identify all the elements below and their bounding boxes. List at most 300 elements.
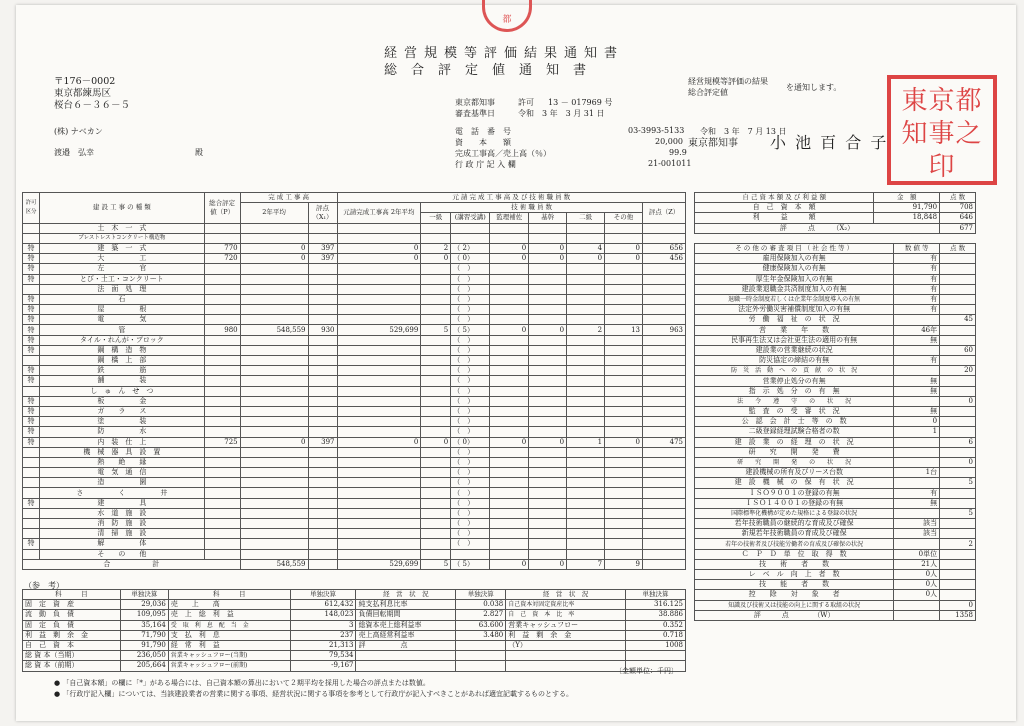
row-supv (490, 335, 529, 345)
row-class: 特 (23, 396, 40, 406)
row-lv1 (421, 417, 451, 427)
row-x1 (308, 488, 337, 498)
row-work-name: 法 面 処 理 (39, 284, 204, 294)
row-x1: 397 (308, 254, 337, 264)
row-work-name: 清 掃 施 設 (39, 529, 204, 539)
social-row-points: 0 (940, 396, 976, 406)
reference-cell: 評 点 (356, 640, 456, 650)
table-row (23, 305, 686, 315)
row-lv1 (421, 488, 451, 498)
social-row-points (940, 376, 976, 386)
row-other: 13 (605, 325, 643, 335)
row-x1 (308, 386, 337, 396)
row-other (605, 386, 643, 396)
row-avg: 0 (240, 243, 308, 253)
table-row (23, 447, 686, 457)
social-row-value (894, 437, 940, 447)
table-row (695, 407, 976, 417)
row-work-name: 大 工 (39, 254, 204, 264)
row-z (643, 223, 686, 233)
table-row (695, 386, 976, 396)
row-other (605, 294, 643, 304)
table-row (23, 620, 686, 630)
social-row-points (940, 386, 976, 396)
row-p (204, 427, 240, 437)
row-lv1 (421, 529, 451, 539)
social-row-label: 指 示 処 分 の 有 無 (695, 386, 894, 396)
row-x1 (308, 447, 337, 457)
row-other (605, 223, 643, 233)
reference-cell: 自己資本対固定資産比率 (506, 600, 626, 610)
row-x1 (308, 457, 337, 467)
row-lv2 (567, 447, 605, 457)
header-other: その他 (605, 213, 643, 223)
row-other (605, 519, 643, 529)
total-l1s: （ 5） (451, 559, 490, 569)
row-work-name: 鉄 筋 (39, 366, 204, 376)
row-lv1s: （ ） (451, 335, 490, 345)
social-row-label: 研 究 開 発 の 状 況 (695, 457, 894, 467)
row-lv1 (421, 345, 451, 355)
row-sub (337, 376, 421, 386)
capital-row-points: 708 (940, 203, 976, 213)
social-row-label: 技 能 者 数 (695, 580, 894, 590)
row-avg (240, 529, 308, 539)
social-row-value: 該当 (894, 519, 940, 529)
reference-cell: 79,534 (290, 651, 356, 661)
social-row-points (940, 570, 976, 580)
row-x1 (308, 315, 337, 325)
row-sub (337, 539, 421, 549)
social-row-label: 二級登録経理試験合格者の数 (695, 427, 894, 437)
social-row-label: 新規若年技術職員の育成及び確保 (695, 529, 894, 539)
social-row-points: 0 (940, 600, 976, 610)
social-row-label: 研 究 開 発 費 (695, 447, 894, 457)
row-lv2 (567, 478, 605, 488)
row-x1 (308, 549, 337, 559)
row-core: 0 (529, 437, 567, 447)
row-lv1s (451, 549, 490, 559)
reference-title: （参 考） (24, 581, 64, 590)
social-row-points (940, 335, 976, 345)
row-lv1s: （ ） (451, 488, 490, 498)
license-issuer: 東京都知事 (455, 98, 495, 107)
social-row-points (940, 305, 976, 315)
social-row-points (940, 580, 976, 590)
social-row-value (894, 345, 940, 355)
reference-cell: 支 払 利 息 (168, 630, 290, 640)
header-sub-avg: 元請完成工事高 2年平均 (337, 203, 421, 223)
reference-cell (506, 651, 626, 661)
row-core (529, 294, 567, 304)
row-sub (337, 386, 421, 396)
row-class (23, 549, 40, 559)
social-row-points (940, 264, 976, 274)
note-1: ● 「自己資本額」の欄に「*」がある場合には、自己資本額の算出において２期平均を採用した場合の評点または数値。 (54, 679, 430, 687)
row-x1 (308, 223, 337, 233)
row-p (204, 417, 240, 427)
row-lv2 (567, 284, 605, 294)
social-row-value: 有 (894, 264, 940, 274)
row-core (529, 406, 567, 416)
reference-cell (456, 651, 506, 661)
row-class: 特 (23, 376, 40, 386)
reference-cell: 固 定 負 債 (23, 620, 121, 630)
license-type: 許可 (518, 98, 534, 107)
row-p: 770 (204, 243, 240, 253)
row-lv2 (567, 519, 605, 529)
table-row (23, 600, 686, 610)
table-row (23, 376, 686, 386)
social-row-value: 0単位 (894, 549, 940, 559)
reference-cell: 21,313 (290, 640, 356, 650)
reference-cell: 0.038 (456, 600, 506, 610)
table-row (695, 519, 976, 529)
row-avg (240, 305, 308, 315)
row-z (643, 366, 686, 376)
reference-cell: 2.827 (456, 610, 506, 620)
row-lv1 (421, 305, 451, 315)
note-2: ● 「行政庁記入欄」については、当該建設業者の営業に関する事項、経営状況に関する事項を参考として行政庁が記入すべきことがあれば適宜記載するものとする。 (54, 690, 574, 698)
social-row-points: 2 (940, 539, 976, 549)
row-x1 (308, 478, 337, 488)
row-core (529, 488, 567, 498)
total-core: 0 (529, 559, 567, 569)
total-l2: 7 (567, 559, 605, 569)
total-sub: 529,699 (337, 559, 421, 569)
row-lv1 (421, 447, 451, 457)
capital-profit-table (694, 192, 976, 234)
capital-h-points: 点 数 (940, 193, 976, 203)
row-supv (490, 529, 529, 539)
row-lv1 (421, 457, 451, 467)
row-work-name: さ く 井 (39, 488, 204, 498)
row-z (643, 427, 686, 437)
row-class (23, 529, 40, 539)
row-lv1s: （ 2） (451, 243, 490, 253)
reference-header: 単独決算 (290, 590, 356, 600)
row-core (529, 274, 567, 284)
social-row-points: 0 (940, 457, 976, 467)
social-row-points (940, 325, 976, 335)
row-lv1s: （ ） (451, 366, 490, 376)
social-row-points (940, 447, 976, 457)
social-row-label: 建 設 業 の 経 理 の 状 況 (695, 437, 894, 447)
row-core (529, 264, 567, 274)
row-other (605, 427, 643, 437)
row-lv1s: （ ） (451, 305, 490, 315)
row-z: 456 (643, 254, 686, 264)
reference-header: 単独決算 (456, 590, 506, 600)
social-row-label: 建設機械の所有及びリース台数 (695, 468, 894, 478)
row-class: 特 (23, 315, 40, 325)
table-row (23, 417, 686, 427)
table-row (23, 630, 686, 640)
reference-cell: 38.886 (626, 610, 686, 620)
row-avg: 0 (240, 437, 308, 447)
row-sub (337, 264, 421, 274)
row-supv (490, 315, 529, 325)
row-lv1s (451, 233, 490, 243)
table-row (23, 468, 686, 478)
social-row-value: 1台 (894, 468, 940, 478)
row-avg (240, 356, 308, 366)
table-row (23, 661, 686, 671)
reference-header: 経 営 状 況 (506, 590, 626, 600)
social-row-points (940, 529, 976, 539)
row-class (23, 457, 40, 467)
reference-cell (356, 661, 456, 671)
row-z (643, 447, 686, 457)
notice-date: 令和 3 年 7 月 13 日 (700, 127, 787, 136)
row-supv: 0 (490, 437, 529, 447)
row-z (643, 386, 686, 396)
row-z (643, 315, 686, 325)
row-x1 (308, 498, 337, 508)
row-z (643, 519, 686, 529)
row-core (529, 386, 567, 396)
row-supv (490, 223, 529, 233)
row-work-name: 塗 装 (39, 417, 204, 427)
governor-name: 小 池 百 合 子 (770, 133, 889, 152)
reference-cell: 営業キャッシュフロー (506, 620, 626, 630)
row-lv1s (451, 223, 490, 233)
table-row (23, 529, 686, 539)
row-z (643, 457, 686, 467)
row-lv1s: （ ） (451, 508, 490, 518)
table-row (23, 406, 686, 416)
row-p (204, 264, 240, 274)
row-other (605, 447, 643, 457)
social-row-label: 厚生年金保険加入の有無 (695, 274, 894, 284)
row-other (605, 539, 643, 549)
table-row (695, 396, 976, 406)
table-row (23, 488, 686, 498)
row-core (529, 305, 567, 315)
social-row-label: 技 術 者 数 (695, 559, 894, 569)
row-lv2 (567, 315, 605, 325)
row-x1 (308, 396, 337, 406)
header-x1: 評点（X₁） (308, 203, 337, 223)
table-row (23, 396, 686, 406)
row-avg (240, 315, 308, 325)
row-sub: 0 (337, 243, 421, 253)
row-x1 (308, 406, 337, 416)
row-lv1: 0 (421, 437, 451, 447)
row-work-name: 管 (39, 325, 204, 335)
row-work-name: 消 防 施 設 (39, 519, 204, 529)
row-other: 0 (605, 437, 643, 447)
social-row-value: 有 (894, 305, 940, 315)
admin-value: 21-001011 (648, 159, 692, 168)
row-avg (240, 478, 308, 488)
social-row-label: 法定外労働災害補償制度加入の有無 (695, 305, 894, 315)
row-p: 980 (204, 325, 240, 335)
row-class (23, 488, 40, 498)
table-row (23, 539, 686, 549)
row-avg (240, 345, 308, 355)
row-x1 (308, 284, 337, 294)
social-row-value: 有 (894, 284, 940, 294)
social-row-label: 法 令 遵 守 の 状 況 (695, 396, 894, 406)
row-sub (337, 447, 421, 457)
row-x1 (308, 468, 337, 478)
reference-cell: （Y） (506, 640, 626, 650)
header-subcontract: 元 請 完 成 工 事 高 及 び 技 術 職 員 数 (337, 193, 686, 203)
row-class (23, 478, 40, 488)
row-sub (337, 315, 421, 325)
row-p (204, 396, 240, 406)
row-lv2: 1 (567, 437, 605, 447)
row-sub: 0 (337, 437, 421, 447)
row-other (605, 356, 643, 366)
row-core (529, 468, 567, 478)
capital-row-label: 利 益 額 (695, 213, 874, 223)
social-row-points: 6 (940, 437, 976, 447)
admin-label: 行 政 庁 記 入 欄 (455, 160, 516, 169)
row-class: 特 (23, 437, 40, 447)
row-sub (337, 305, 421, 315)
row-avg (240, 508, 308, 518)
unit-note: 〔金額単位：千円〕 (615, 667, 678, 675)
row-p (204, 274, 240, 284)
row-lv2 (567, 498, 605, 508)
x2-score: 677 (940, 223, 976, 233)
row-supv (490, 488, 529, 498)
table-row (23, 284, 686, 294)
row-lv1s: （ ） (451, 376, 490, 386)
notice-line1: 経営規模等評価の結果 (688, 77, 768, 86)
table-row (23, 427, 686, 437)
row-x1 (308, 508, 337, 518)
row-lv1 (421, 498, 451, 508)
row-other (605, 396, 643, 406)
social-row-points (940, 519, 976, 529)
table-row (23, 315, 686, 325)
row-sub (337, 223, 421, 233)
row-lv2 (567, 356, 605, 366)
row-core (529, 345, 567, 355)
row-z (643, 305, 686, 315)
row-lv1 (421, 386, 451, 396)
row-core (529, 549, 567, 559)
table-row (695, 570, 976, 580)
row-class (23, 356, 40, 366)
row-class: 特 (23, 406, 40, 416)
social-row-value: 無 (894, 498, 940, 508)
row-z (643, 345, 686, 355)
row-sub (337, 488, 421, 498)
social-row-label: 公 認 会 計 士 等 の 数 (695, 417, 894, 427)
row-lv1s: （ ） (451, 406, 490, 416)
row-class: 特 (23, 417, 40, 427)
reference-cell: 売 上 総 利 益 (168, 610, 290, 620)
basis-date: 令和 3 年 3 月 31 日 (518, 109, 605, 118)
reference-header: 科 目 (23, 590, 121, 600)
row-core (529, 335, 567, 345)
reference-cell: 63.600 (456, 620, 506, 630)
row-core (529, 447, 567, 457)
row-other: 0 (605, 254, 643, 264)
row-supv (490, 417, 529, 427)
notice-suffix: を通知します。 (786, 83, 842, 92)
row-class: 特 (23, 254, 40, 264)
social-h-points: 点 数 (940, 244, 976, 254)
row-lv1 (421, 427, 451, 437)
reference-cell (626, 651, 686, 661)
row-p (204, 539, 240, 549)
row-p (204, 529, 240, 539)
row-p (204, 335, 240, 345)
row-lv2 (567, 294, 605, 304)
row-z (643, 529, 686, 539)
row-avg: 0 (240, 254, 308, 264)
table-row (695, 366, 976, 376)
table-row (23, 264, 686, 274)
row-lv1 (421, 376, 451, 386)
social-row-value: 0人 (894, 570, 940, 580)
header-lv1s: (講習受講) (451, 213, 490, 223)
row-lv2: 2 (567, 325, 605, 335)
row-supv (490, 356, 529, 366)
social-row-value (894, 366, 940, 376)
row-lv1 (421, 539, 451, 549)
social-row-value: 有 (894, 294, 940, 304)
social-row-value (894, 539, 940, 549)
row-supv (490, 233, 529, 243)
total-l1: 5 (421, 559, 451, 569)
table-row (23, 254, 686, 264)
social-row-label: 建設業退職金共済制度加入の有無 (695, 284, 894, 294)
row-supv: 0 (490, 325, 529, 335)
row-lv2 (567, 396, 605, 406)
reference-cell: 総 資 本（当期） (23, 651, 121, 661)
row-p (204, 498, 240, 508)
table-row (695, 549, 976, 559)
row-lv2 (567, 376, 605, 386)
row-avg (240, 284, 308, 294)
row-supv (490, 376, 529, 386)
social-row-points (940, 284, 976, 294)
row-class (23, 386, 40, 396)
row-other (605, 366, 643, 376)
row-avg (240, 468, 308, 478)
row-class: 特 (23, 243, 40, 253)
row-z (643, 549, 686, 559)
reference-cell: 3 (290, 620, 356, 630)
w-unit: （W） (816, 610, 835, 619)
table-row (23, 651, 686, 661)
row-other (605, 274, 643, 284)
row-avg (240, 519, 308, 529)
row-z (643, 498, 686, 508)
table-row (695, 539, 976, 549)
table-row (23, 478, 686, 488)
table-row (695, 294, 976, 304)
row-work-name: 屋 根 (39, 305, 204, 315)
row-work-name: 解 体 (39, 539, 204, 549)
table-row (695, 315, 976, 325)
social-row-points (940, 407, 976, 417)
row-class: 特 (23, 427, 40, 437)
social-row-value: 0人 (894, 590, 940, 600)
social-row-points (940, 590, 976, 600)
row-lv1s: （ ） (451, 529, 490, 539)
row-lv1 (421, 519, 451, 529)
social-row-label: 知識及び技術又は技能の向上に関する取組の状況 (695, 600, 894, 610)
row-p (204, 508, 240, 518)
capital-row-amount: 91,790 (874, 203, 940, 213)
